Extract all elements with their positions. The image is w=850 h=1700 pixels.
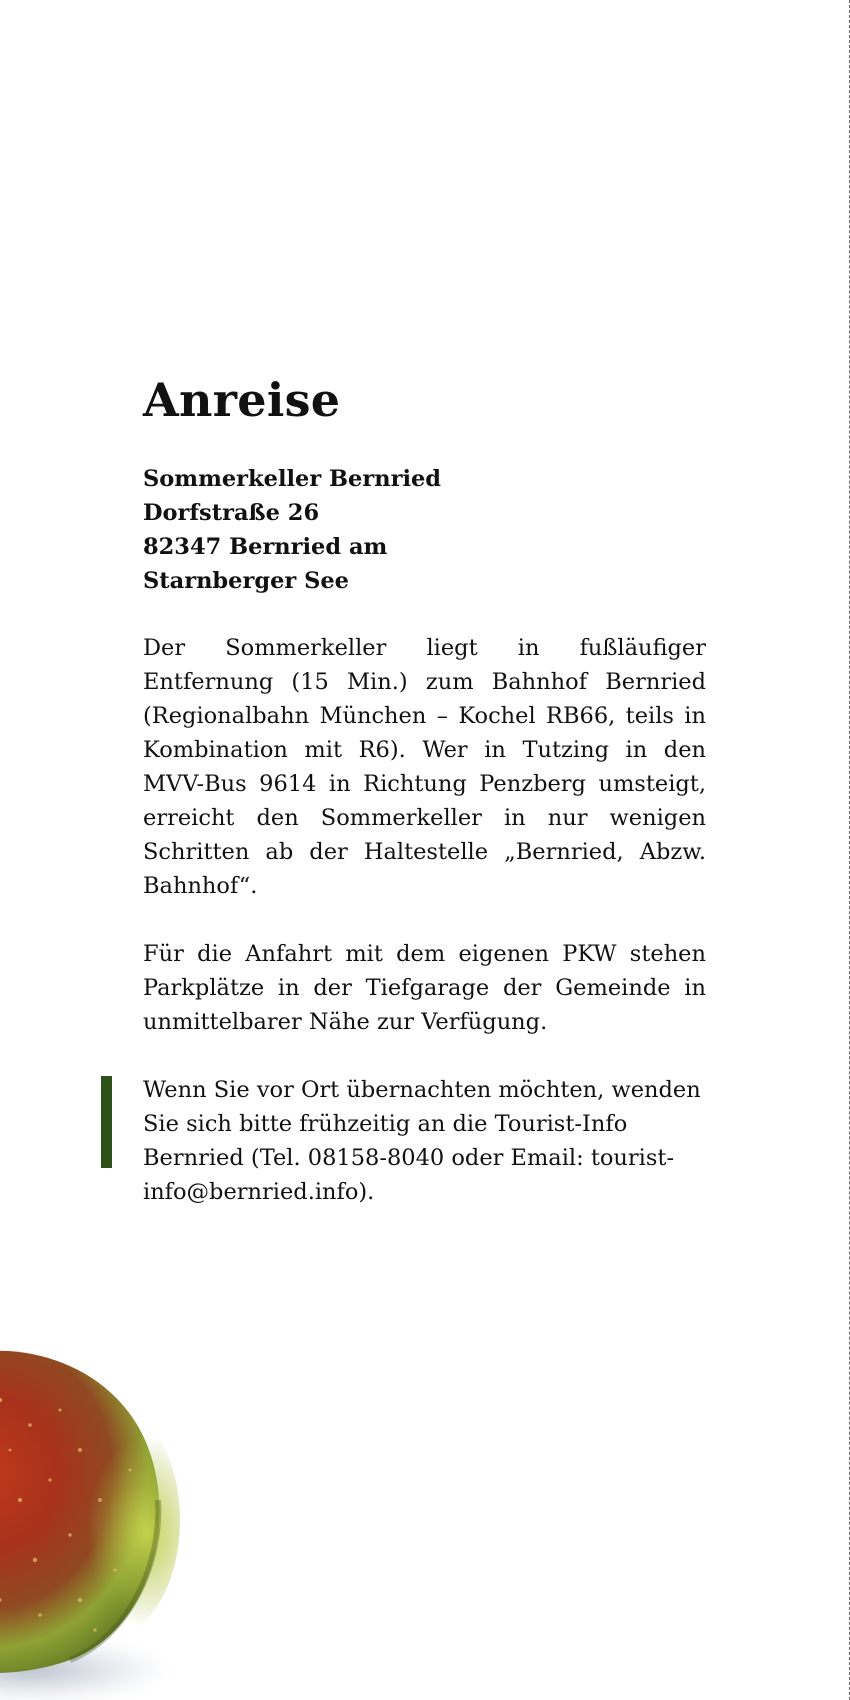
paragraph-accommodation: Wenn Sie vor Ort übernachten möchten, wenden Sie sich bitte frühzeitig an die Tourist-Info Bernried (Tel. 08158-8040 oder Email: tourist-info@bernried.info).	[143, 1077, 701, 1205]
content-block	[143, 372, 706, 1209]
address-block	[143, 462, 706, 598]
address-line-street: Dorfstraße 26	[143, 500, 320, 526]
page-title: Anreise	[143, 373, 341, 427]
accent-bar	[101, 1076, 112, 1168]
apple-illustration	[0, 1330, 180, 1700]
paragraph-car-parking: Für die Anfahrt mit dem eigenen PKW stehen Parkplätze in der Tiefgarage der Gemeinde in unmittelbarer Nähe zur Verfügung.	[143, 941, 706, 1035]
address-line-city: 82347 Bernried am	[143, 534, 388, 560]
address-line-name: Sommerkeller Bernried	[143, 466, 442, 492]
address-line-region: Starnberger See	[143, 568, 349, 594]
paragraph-train-bus: Der Sommerkeller liegt in fußläufiger Entfernung (15 Min.) zum Bahnhof Bernried (Regionalbahn München – Kochel RB66, teils in Kombination mit R6). Wer in Tutzing in den MVV-Bus 9614 in Richtung Penzberg umsteigt, erreicht den Sommerkeller in nur wenigen Schritten ab der Haltestelle „Bernried, Abzw. Bahnhof“.	[143, 635, 706, 899]
